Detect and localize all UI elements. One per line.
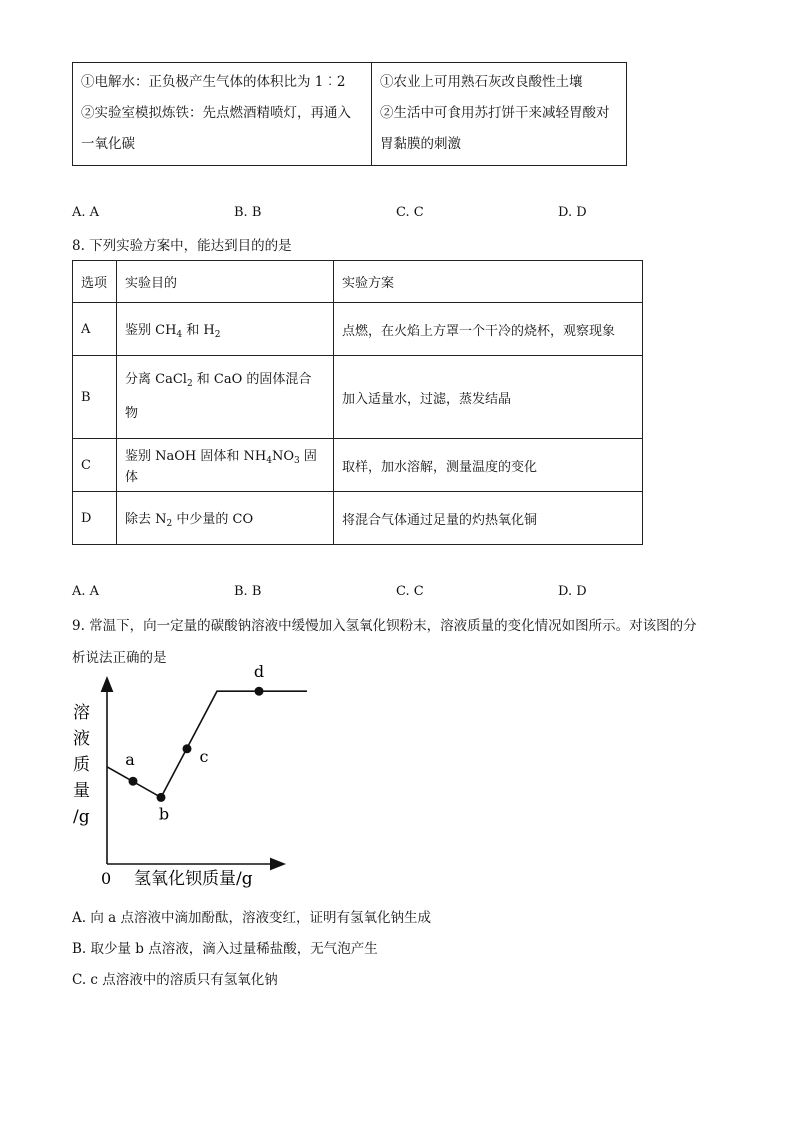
top-table-left-cell	[72, 62, 372, 166]
row-purpose: 鉴别 NaOH 固体和 $NH_4NO_3$ 固体	[117, 439, 334, 492]
row-plan: 将混合气体通过足量的灼热氧化铜	[334, 492, 643, 545]
row-plan: 加入适量水，过滤，蒸发结晶	[334, 356, 643, 439]
top-right-line-2: ②生活中可食用苏打饼干来减轻胃酸对	[380, 105, 610, 121]
row-plan: 取样，加水溶解，测量温度的变化	[334, 439, 643, 492]
q7-option-c: C. C	[396, 205, 424, 220]
data-point-d	[255, 687, 264, 696]
q8-option-c: C. C	[396, 584, 424, 599]
x-axis-label: 氢氧化钡质量/g	[134, 869, 253, 889]
y-axis-label-char-3: 质	[73, 755, 90, 775]
row-purpose: 分离 CaCl$_2$ 和 CaO 的固体混合 物	[117, 356, 334, 439]
table-row	[73, 303, 643, 356]
top-left-line-2: ②实验室模拟炼铁：先点燃酒精喷灯，再通入	[81, 105, 351, 121]
q8-option-a: A. A	[72, 584, 100, 599]
y-axis-label-char-4: 量	[73, 781, 90, 801]
q7-option-a: A. A	[72, 205, 100, 220]
table-row	[73, 439, 643, 492]
q9-answer-c: C. c 点溶液中的溶质只有氢氧化钠	[72, 972, 278, 988]
origin-label: 0	[101, 869, 112, 888]
q9-stem-line-1: 9. 常温下，向一定量的碳酸钠溶液中缓慢加入氢氧化钡粉末，溶液质量的变化情况如图所示。对该图的分	[72, 618, 697, 634]
q9-answer-b: B. 取少量 b 点溶液，滴入过量稀盐酸，无气泡产生	[72, 941, 378, 957]
row-purpose: 除去 $N_2$ 中少量的 CO	[117, 492, 334, 545]
data-point-a	[129, 777, 138, 786]
top-table-right-cell	[371, 62, 627, 166]
q8-header-plan: 实验方案	[334, 261, 643, 303]
point-label-b: b	[158, 804, 170, 824]
q8-header-row	[73, 261, 643, 303]
q7-option-d: D. D	[558, 205, 587, 220]
data-point-b	[157, 793, 166, 802]
y-axis-label-char-5: /g	[73, 807, 90, 827]
row-purpose: 鉴别 $CH_4$ 和 $H_2$	[117, 303, 334, 356]
data-point-c	[183, 744, 192, 753]
y-axis-label-char-1: 溶	[73, 703, 90, 723]
row-option: D	[73, 492, 117, 545]
top-left-line-3: 一氧化碳	[81, 136, 135, 152]
point-label-c: c	[199, 746, 209, 766]
q9-stem-line-2: 析说法正确的是	[72, 650, 167, 666]
row-option: A	[73, 303, 117, 356]
q8-table	[72, 260, 643, 545]
q8-stem: 8. 下列实验方案中，能达到目的的是	[72, 238, 292, 254]
q8-option-d: D. D	[558, 584, 587, 599]
top-right-line-1: ①农业上可用熟石灰改良酸性土壤	[380, 74, 583, 90]
q9-answer-a: A. 向 a 点溶液中滴加酚酞，溶液变红，证明有氢氧化钠生成	[72, 910, 431, 926]
y-axis-label-char-2: 液	[73, 729, 90, 749]
q8-header-option: 选项	[73, 261, 117, 303]
q9-chart	[60, 662, 310, 891]
row-plan: 点燃，在火焰上方罩一个干冷的烧杯，观察现象	[334, 303, 643, 356]
row-option: B	[73, 356, 117, 439]
table-row	[73, 492, 643, 545]
top-right-line-3: 胃黏膜的刺激	[380, 136, 461, 152]
q7-option-b: B. B	[234, 205, 262, 220]
row-option: C	[73, 439, 117, 492]
point-label-a: a	[125, 750, 135, 770]
table-row	[73, 356, 643, 439]
point-label-d: d	[253, 662, 265, 682]
q8-header-purpose: 实验目的	[117, 261, 334, 303]
top-left-line-1: ①电解水：正负极产生气体的体积比为 1︰2	[81, 74, 346, 90]
q8-option-b: B. B	[234, 584, 262, 599]
